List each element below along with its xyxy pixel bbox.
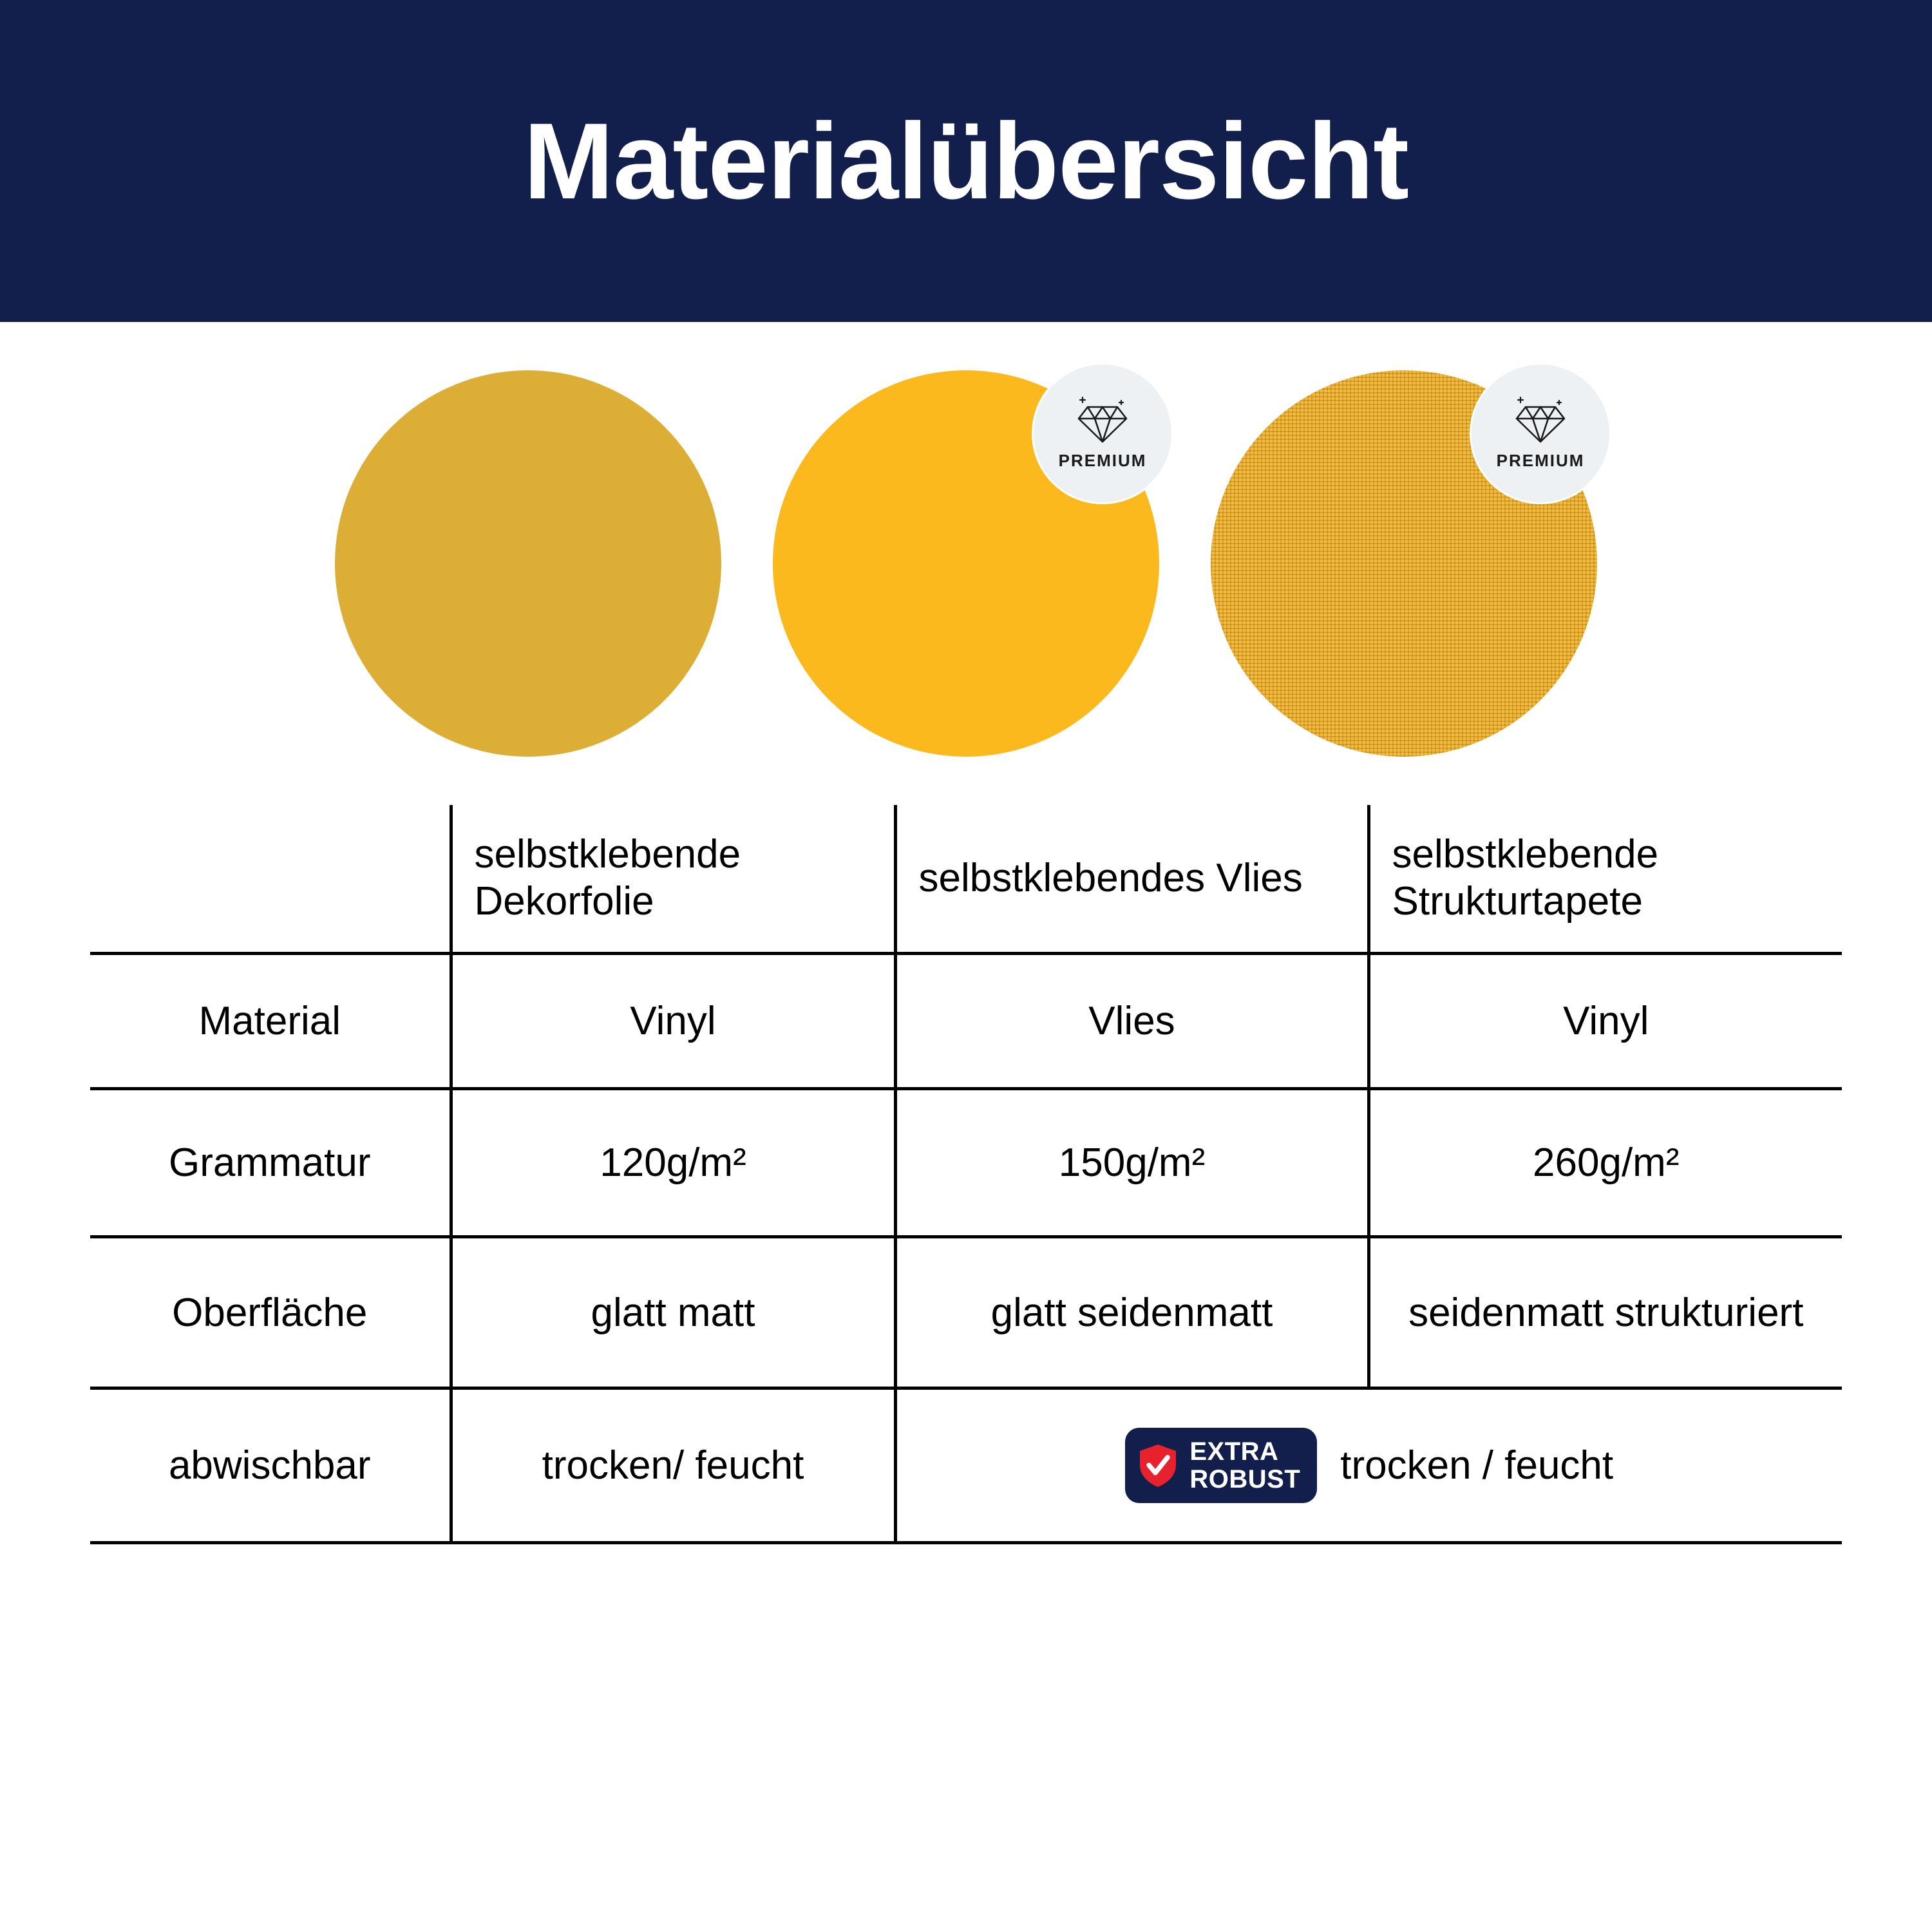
- row-label-material: Material: [90, 954, 451, 1089]
- premium-badge: [1032, 363, 1173, 504]
- cell-oberflaeche-strukturtapete: seidenmatt strukturiert: [1368, 1237, 1842, 1388]
- cell-oberflaeche-dekorfolie: glatt matt: [451, 1237, 895, 1388]
- swatch-color-circle: [335, 370, 721, 757]
- table-row: [90, 1237, 1842, 1388]
- premium-badge-label: PREMIUM: [1058, 450, 1147, 470]
- shield-check-icon: [1138, 1443, 1178, 1488]
- cell-material-dekorfolie: Vinyl: [451, 954, 895, 1089]
- diamond-icon: [1513, 397, 1568, 447]
- row-label-abwischbar: abwischbar: [90, 1388, 451, 1543]
- diamond-icon: [1075, 397, 1130, 447]
- premium-badge-label: PREMIUM: [1496, 450, 1585, 470]
- table-row: [90, 1089, 1842, 1237]
- cell-material-strukturtapete: Vinyl: [1368, 954, 1842, 1089]
- cell-abwischbar-vlies-strukturtapete: [895, 1388, 1842, 1543]
- table-header-strukturtapete: selbstklebende Strukturtapete: [1368, 805, 1842, 954]
- extra-robust-line2: ROBUST: [1189, 1464, 1301, 1493]
- cell-grammatur-strukturtapete: 260g/m²: [1368, 1089, 1842, 1237]
- cell-material-vlies: Vlies: [895, 954, 1368, 1089]
- cell-abwischbar-dekorfolie: trocken/ feucht: [451, 1388, 895, 1543]
- material-comparison-table-wrapper: [0, 805, 1932, 1544]
- row-label-oberflaeche: Oberfläche: [90, 1237, 451, 1388]
- extra-robust-badge: [1125, 1428, 1317, 1503]
- table-header-row: [90, 805, 1842, 954]
- extra-robust-text: [1189, 1438, 1300, 1493]
- table-header-vlies: selbstklebendes Vlies: [895, 805, 1368, 954]
- table-header-empty: [90, 805, 451, 954]
- cell-oberflaeche-vlies: glatt seidenmatt: [895, 1237, 1368, 1388]
- table-row: [90, 954, 1842, 1089]
- cell-abwischbar-value: trocken / feucht: [1340, 1443, 1614, 1488]
- row-label-grammatur: Grammatur: [90, 1089, 451, 1237]
- swatch-vlies[interactable]: [773, 370, 1159, 757]
- cell-grammatur-vlies: 150g/m²: [895, 1089, 1368, 1237]
- cell-grammatur-dekorfolie: 120g/m²: [451, 1089, 895, 1237]
- material-swatch-row: [0, 322, 1932, 786]
- premium-badge: [1470, 363, 1611, 504]
- extra-robust-line1: EXTRA: [1189, 1437, 1279, 1466]
- table-row: [90, 1388, 1842, 1543]
- page-header: [0, 0, 1932, 322]
- swatch-dekorfolie[interactable]: [335, 370, 721, 757]
- table-header-dekorfolie: selbstklebende Dekorfolie: [451, 805, 895, 954]
- page-title: Materialübersicht: [523, 100, 1409, 222]
- material-comparison-table: [90, 805, 1842, 1544]
- swatch-strukturtapete[interactable]: [1211, 370, 1597, 757]
- robust-cell-inner: [909, 1428, 1831, 1503]
